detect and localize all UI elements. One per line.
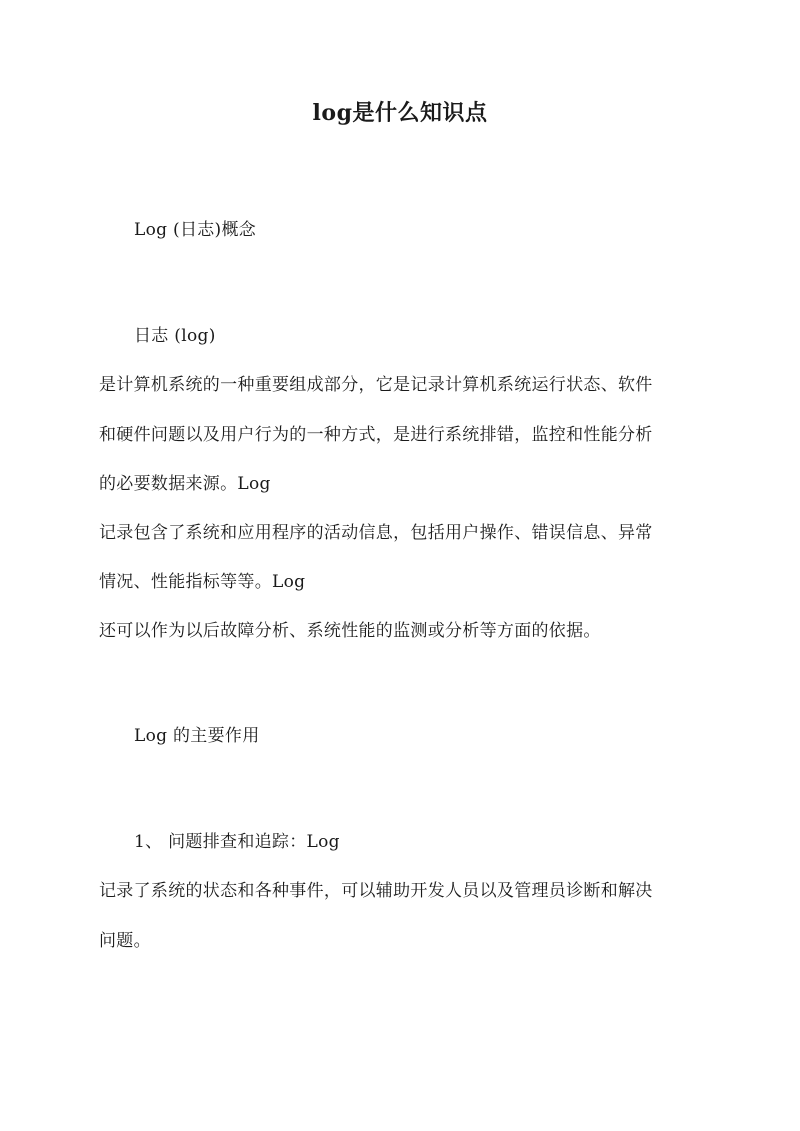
paragraph-line: 日志 (log) bbox=[134, 326, 216, 346]
paragraph-line: 问题。 bbox=[99, 931, 151, 951]
section-heading-main-uses: Log 的主要作用 bbox=[134, 726, 260, 746]
paragraph-line: 的必要数据来源。Log bbox=[99, 474, 271, 494]
paragraph-line: 和硬件问题以及用户行为的一种方式，是进行系统排错，监控和性能分析 bbox=[99, 425, 653, 445]
list-item: 1、 问题排查和追踪：Log bbox=[134, 832, 340, 852]
paragraph-line: 记录了系统的状态和各种事件，可以辅助开发人员以及管理员诊断和解决 bbox=[99, 881, 653, 901]
paragraph-line: 还可以作为以后故障分析、系统性能的监测或分析等方面的依据。 bbox=[99, 621, 601, 641]
paragraph-line: 记录包含了系统和应用程序的活动信息，包括用户操作、错误信息、异常 bbox=[99, 523, 653, 543]
section-heading-concept: Log (日志)概念 bbox=[134, 220, 257, 240]
paragraph-line: 是计算机系统的一种重要组成部分，它是记录计算机系统运行状态、软件 bbox=[99, 375, 653, 395]
paragraph-line: 情况、性能指标等等。Log bbox=[99, 572, 306, 592]
document-title: log是什么知识点 bbox=[312, 100, 488, 126]
